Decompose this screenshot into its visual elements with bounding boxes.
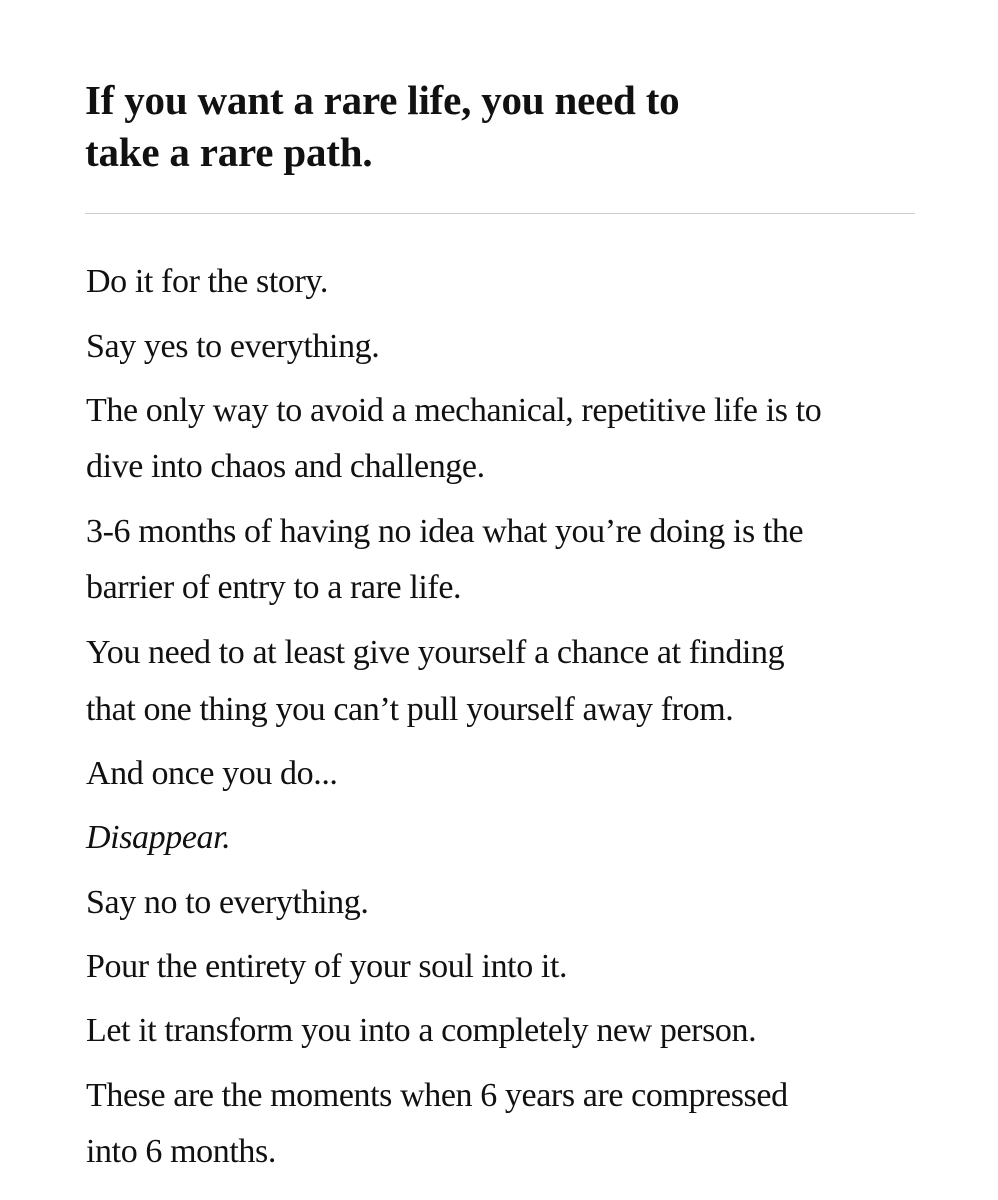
title-line-2: take a rare path. (85, 129, 373, 175)
body-line: You need to at least give yourself a chance at finding (86, 634, 785, 671)
body-line: dive into chaos and challenge. (86, 448, 485, 485)
body-line: Do it for the story. (86, 263, 328, 300)
emphasis-line: Disappear. (86, 819, 231, 856)
title-line-1: If you want a rare life, you need to (85, 77, 680, 123)
body-line: into 6 months. (86, 1133, 276, 1170)
body-line: These are the moments when 6 years are compressed (86, 1077, 788, 1114)
title-divider (85, 213, 915, 214)
article-title (85, 74, 925, 178)
body-line: Say yes to everything. (86, 328, 380, 365)
body-line: The only way to avoid a mechanical, repetitive life is to (86, 392, 822, 429)
body-line: Let it transform you into a completely new person. (86, 1012, 757, 1049)
body-line: Say no to everything. (86, 884, 369, 921)
body-line: barrier of entry to a rare life. (86, 569, 462, 606)
body-line: that one thing you can’t pull yourself away from. (86, 691, 734, 728)
body-line: 3-6 months of having no idea what you’re doing is the (86, 513, 804, 550)
body-line: And once you do... (86, 755, 338, 792)
body-line: Pour the entirety of your soul into it. (86, 948, 568, 985)
